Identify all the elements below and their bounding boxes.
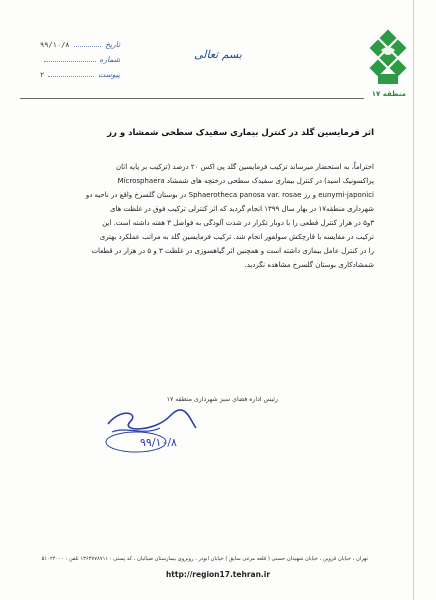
footer-url[interactable] [0, 570, 436, 579]
number-label: شماره [99, 55, 120, 64]
stamp-date: ۹۹/۱۰/۸ [140, 436, 177, 449]
body-line: را در کنترل عامل بیماری داشته است و همچنین اثر گیاهسوزی در غلظت ۳ و ۵ در هزار در قطعات [91, 247, 374, 255]
number-dots [44, 55, 96, 62]
attachment-dots [48, 70, 94, 77]
letter-body [78, 160, 374, 272]
page-edge-line [413, 0, 414, 600]
region-label: منطقه ۱۷ [371, 90, 406, 98]
body-line: احتراماً، به استحضار میرساند ترکیب فرمایسین گلد پی اکس ۲۰ درصد (ترکیب بر پایه اثان [116, 163, 374, 171]
body-line: ترکیب در مقایسه با قارچکش سولفور انجام شد. ترکیب فرمایسین گلد به مراتب عملکرد بهتری [99, 233, 374, 241]
footer-address: تهران ، خیابان قزوین ، خیابان شهیدان حسنی ( قلعه مرغی سابق ) خیابان ابوذر ، روبروی بیمارستان ضیائیان ، کد پستی : ۱۳۶۳۷۷۸۷۱۱ تلفن : ۵۱۰۲۴۰۰۰ [41, 556, 368, 562]
body-line: پراکسونیک اسید) در کنترل بیماری سفیدک سطحی درختچه های شمشاد Microsphaera [117, 177, 374, 185]
signature-stamp [100, 402, 200, 457]
attachment-label: پیوست [98, 70, 120, 79]
basmala-heading: بسم تعالی [194, 48, 242, 61]
footer-url-text[interactable]: http://region17.tehran.ir [165, 570, 271, 579]
body-line: شهرداری منطقه۱۷ در بهار سال ۱۳۹۹ انجام گردید که اثر کنترلی ترکیب فوق در غلظت های [110, 205, 374, 213]
attachment-value: ۲ [40, 71, 45, 79]
date-dots [74, 40, 102, 47]
municipality-logo-icon [368, 30, 408, 86]
signature-title: رئیس اداره فضای سبز شهرداری منطقه ۱۷ [166, 396, 278, 403]
attachment-row [40, 70, 120, 85]
date-label: تاریخ [105, 40, 120, 49]
header-divider [20, 98, 364, 99]
letter-meta [40, 40, 120, 85]
body-line: شمشادکاری بوستان گلسرخ مشاهده نگردید. [244, 261, 374, 269]
date-value: ۹۹/۱۰/۸ [40, 41, 70, 49]
letter-subject: اثر فرمایسین گلد در کنترل بیماری سفیدک سطحی شمشاد و رز [107, 128, 374, 138]
body-line: ۳و۵ در هزار کنترل قطعی را با دوبار تکرار در شدت آلودگی به فواصل ۳ هفته داشته است. این [102, 219, 374, 227]
body-line: eunymi-japonici و رز Sphaerotheca panosa var. rosae در بوستان گلسرخ واقع در ناحیه دو [85, 191, 374, 199]
number-row [40, 55, 120, 70]
date-row [40, 40, 120, 55]
